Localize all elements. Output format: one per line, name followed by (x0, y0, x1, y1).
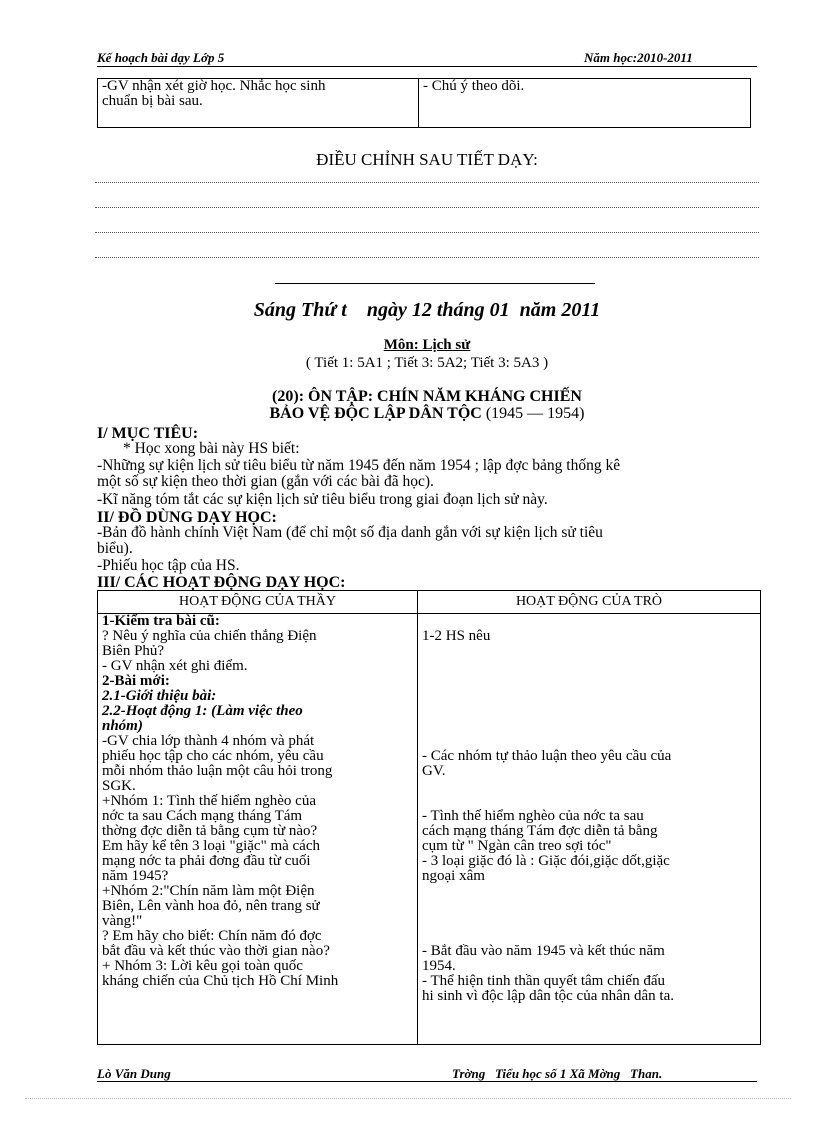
objectives-heading: I/ MỤC TIÊU: (97, 425, 199, 442)
teacher-line: - GV nhận xét ghi điểm. (102, 658, 248, 674)
material-line: biểu). (97, 540, 133, 557)
periods: ( Tiết 1: 5A1 ; Tiết 3: 5A2; Tiết 3: 5A3 ) (305, 355, 549, 371)
teacher-line: năm 1945? (102, 868, 169, 884)
student-line: - Các nhóm tự thảo luận theo yêu cầu của (422, 748, 672, 764)
spacer (422, 674, 756, 689)
student-line: ngoại xâm (422, 868, 485, 884)
top-left-line: -GV nhận xét giờ học. Nhắc học sinh (102, 78, 326, 94)
day-title: Sáng Thứ t ngày 12 tháng 01 năm 2011 (253, 299, 601, 321)
dotted-line (95, 232, 759, 233)
objective-line: -Kĩ năng tóm tắt các sự kiện lịch sử tiêu biểu trong giai đoạn lịch sử này. (97, 491, 548, 508)
spacer (422, 779, 756, 794)
lesson-title-2: BẢO VỆ ĐỘC LẬP DÂN TỘC (269, 405, 482, 422)
teacher-line: nớc ta sau Cách mạng tháng Tám (102, 808, 303, 824)
header-right: Năm học:2010-2011 (584, 50, 693, 65)
student-line: cách mạng tháng Tám đợc diễn tả bằng (422, 823, 658, 839)
dotted-line (95, 257, 759, 258)
spacer (422, 659, 756, 674)
student-line: - 3 loại giặc đó là : Giặc đói,giặc dốt,giặc (422, 853, 670, 869)
objective-line: một số sự kiện theo thời gian (gắn với các bài đã học). (97, 473, 434, 490)
student-line: - Bắt đầu vào năm 1945 và kết thúc năm (422, 943, 665, 959)
footer-right: Trờng Tiểu học số 1 Xã Mờng Than. (452, 1066, 663, 1081)
col-head-teacher: HOẠT ĐỘNG CỦA THẦY (98, 591, 418, 614)
dotted-line (95, 182, 759, 183)
top-right-line: - Chú ý theo dõi. (423, 78, 525, 94)
spacer (422, 914, 756, 929)
teacher-line: Em hãy kể tên 3 loại "giặc" mà cách (102, 838, 320, 854)
new-lesson-heading: 2-Bài mới: (102, 673, 170, 689)
page-edge-dots (25, 1098, 791, 1099)
top-table (97, 78, 751, 128)
objective-line: -Những sự kiện lịch sử tiêu biểu từ năm 1945 đến năm 1954 ; lập đợc bảng thống kê (97, 457, 621, 474)
footer-rule (97, 1081, 757, 1082)
top-table-right-cell (419, 79, 751, 128)
top-left-line: chuẩn bị bài sau. (102, 93, 203, 109)
materials-heading: II/ ĐỒ DÙNG DẠY HỌC: (97, 509, 277, 526)
subject-title: Môn: Lịch sử (383, 337, 471, 353)
teacher-line: bắt đầu và kết thúc vào thời gian nào? (102, 943, 330, 959)
teacher-line: ? Em hãy cho biết: Chín năm đó đợc (102, 928, 322, 944)
intro-heading: 2.1-Giới thiệu bài: (102, 688, 217, 704)
teacher-line: +Nhóm 2:"Chín năm làm một Điện (102, 883, 315, 899)
student-line: cụm từ " Ngàn cân treo sợi tóc" (422, 838, 612, 854)
activity1-heading: 2.2-Hoạt động 1: (Làm việc theo (102, 703, 303, 719)
activities-table (97, 590, 761, 1045)
section-divider (275, 283, 595, 284)
lesson-title-1: (20): ÔN TẬP: CHÍN NĂM KHÁNG CHIẾN (272, 388, 582, 405)
material-line: -Phiếu học tập của HS. (97, 557, 240, 574)
teacher-line: SGK. (102, 778, 136, 794)
spacer (422, 689, 756, 704)
teacher-line: ? Nêu ý nghĩa của chiến thắng Điện (102, 628, 317, 644)
material-line: -Bản đồ hành chính Việt Nam (để chỉ một số địa danh gắn với sự kiện lịch sử tiêu (97, 524, 603, 541)
col-head-student: HOẠT ĐỘNG CỦA TRÒ (418, 591, 761, 614)
teacher-line: Biên, Lên vành hoa đỏ, nên trang sử (102, 898, 320, 914)
activities-heading: III/ CÁC HOẠT ĐỘNG DẠY HỌC: (97, 574, 346, 591)
teacher-line: + Nhóm 3: Lời kêu gọi toàn quốc (102, 958, 303, 974)
header-left: Kế hoạch bài dạy Lớp 5 (97, 50, 225, 65)
lesson-title-2-wrap (97, 405, 757, 423)
student-line: - Thể hiện tinh thần quyết tâm chiến đấu (422, 973, 665, 989)
teacher-line: +Nhóm 1: Tình thế hiểm nghèo của (102, 793, 316, 809)
header-rule (97, 66, 757, 67)
activity1-heading: nhóm) (102, 718, 143, 734)
top-table-left-cell (98, 79, 419, 128)
spacer (422, 884, 756, 899)
lesson-years: (1945 — 1954) (485, 405, 585, 422)
teacher-line: kháng chiến của Chủ tịch Hồ Chí Minh (102, 973, 339, 989)
spacer (422, 719, 756, 734)
check-heading: 1-Kiểm tra bài cũ: (102, 613, 220, 629)
teacher-line: Biên Phủ? (102, 643, 165, 659)
spacer (422, 794, 756, 809)
student-line: - Tình thế hiểm nghèo của nớc ta sau (422, 808, 644, 824)
student-cell (418, 614, 761, 1045)
subject-wrap (97, 337, 757, 354)
teacher-line: -GV chia lớp thành 4 nhóm và phát (102, 733, 315, 749)
objective-line: * Học xong bài này HS biết: (123, 440, 300, 457)
spacer (422, 929, 756, 944)
student-line: 1-2 HS nêu (422, 628, 491, 644)
student-line: GV. (422, 763, 446, 779)
dotted-line (95, 207, 759, 208)
teacher-line: vàng!" (102, 913, 143, 929)
student-line: 1954. (422, 958, 456, 974)
spacer (422, 899, 756, 914)
spacer (422, 644, 756, 659)
spacer (422, 734, 756, 749)
spacer (422, 614, 756, 629)
teacher-cell (98, 614, 418, 1045)
teacher-line: mỗi nhóm thảo luận một câu hỏi trong (102, 763, 333, 779)
teacher-line: thờng đợc diễn tả bằng cụm từ nào? (102, 823, 318, 839)
teacher-line: phiếu học tập cho các nhóm, yêu cầu (102, 748, 324, 764)
student-line: hi sinh vì độc lập dân tộc của nhân dân ta. (422, 988, 675, 1004)
footer-left: Lò Văn Dung (97, 1066, 171, 1081)
adjust-title: ĐIỀU CHỈNH SAU TIẾT DẠY: (316, 150, 538, 169)
spacer (422, 704, 756, 719)
teacher-line: mạng nớc ta phải đơng đầu từ cuối (102, 853, 311, 869)
